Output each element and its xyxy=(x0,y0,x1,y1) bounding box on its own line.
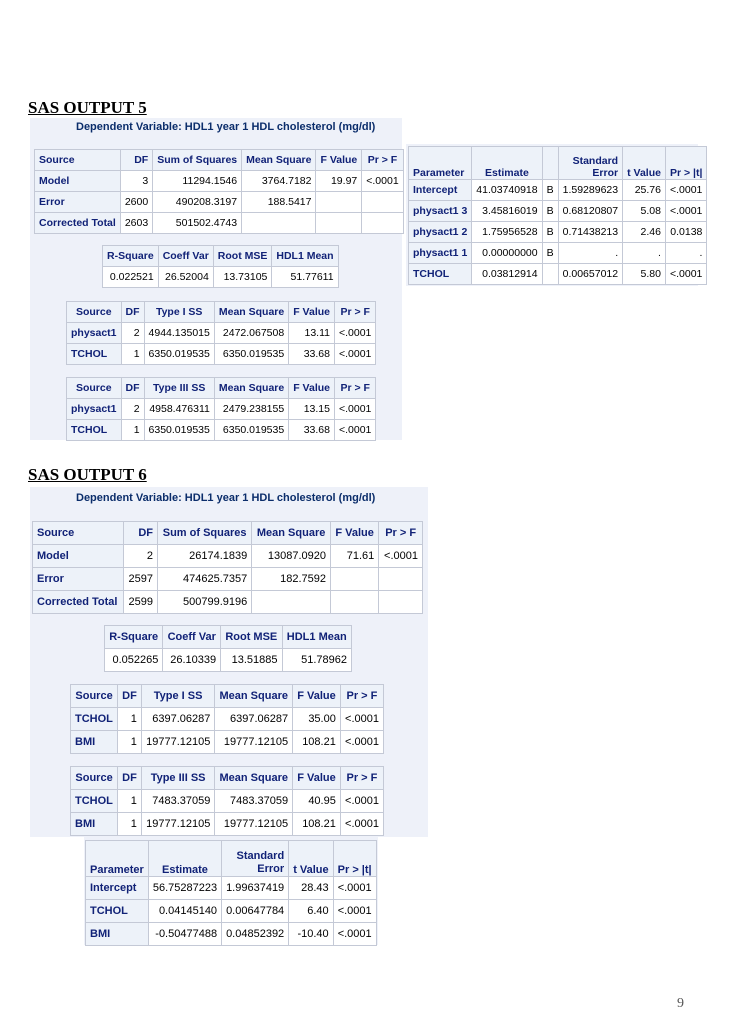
table-cell: 5.08 xyxy=(623,201,666,222)
table-row xyxy=(86,923,377,946)
table-cell: 1 xyxy=(121,420,144,441)
header-cell: Type III SS xyxy=(141,767,215,790)
header-cell: t Value xyxy=(289,841,333,877)
table-cell: 0.052265 xyxy=(105,649,163,672)
table-cell: 3764.7182 xyxy=(242,171,316,192)
table-cell xyxy=(330,568,378,591)
table-row xyxy=(409,222,707,243)
table-row xyxy=(33,568,423,591)
header-cell: Source xyxy=(71,767,118,790)
table-cell: . xyxy=(665,243,706,264)
table-row xyxy=(409,264,707,285)
header-cell: Source xyxy=(71,685,118,708)
row-label: TCHOL xyxy=(71,790,118,813)
header-cell: Mean Square xyxy=(214,378,288,399)
table-cell: 28.43 xyxy=(289,877,333,900)
row-label: physact1 xyxy=(67,323,122,344)
table-cell: 2 xyxy=(121,399,144,420)
table-cell: <.0001 xyxy=(340,731,383,754)
table-cell: 4944.135015 xyxy=(144,323,214,344)
table-cell: 13.11 xyxy=(289,323,335,344)
table-cell: 1 xyxy=(118,813,142,836)
table-row xyxy=(71,790,384,813)
table-row xyxy=(33,591,423,614)
table-cell xyxy=(316,192,362,213)
table-header-row xyxy=(409,147,707,180)
table-cell: 500799.9196 xyxy=(157,591,251,614)
output6-type1-table xyxy=(70,684,384,754)
table-header-row xyxy=(71,685,384,708)
header-cell: Sum of Squares xyxy=(153,150,242,171)
header-cell: Coeff Var xyxy=(163,626,221,649)
row-label: TCHOL xyxy=(86,900,149,923)
row-label: Intercept xyxy=(86,877,149,900)
table-cell: 2 xyxy=(123,545,157,568)
table-cell: 0.68120807 xyxy=(558,201,622,222)
table-cell: <.0001 xyxy=(340,790,383,813)
table-cell: 35.00 xyxy=(293,708,341,731)
output5-heading: SAS OUTPUT 5 xyxy=(28,98,147,117)
table-cell: <.0001 xyxy=(362,171,403,192)
table-cell xyxy=(379,591,423,614)
header-cell: Mean Square xyxy=(242,150,316,171)
table-cell: . xyxy=(558,243,622,264)
table-cell: 56.75287223 xyxy=(148,877,221,900)
table-cell: <.0001 xyxy=(665,180,706,201)
header-cell: HDL1 Mean xyxy=(272,246,338,267)
table-cell: 19777.12105 xyxy=(141,813,215,836)
header-cell: R-Square xyxy=(103,246,159,267)
table-cell: 2 xyxy=(121,323,144,344)
table-cell: 7483.37059 xyxy=(141,790,215,813)
table-cell xyxy=(242,213,316,234)
table-row xyxy=(105,649,352,672)
output5-params-table xyxy=(408,146,707,285)
table-cell xyxy=(330,591,378,614)
header-cell: Root MSE xyxy=(221,626,282,649)
table-cell: 1.99637419 xyxy=(222,877,289,900)
header-cell: Coeff Var xyxy=(158,246,213,267)
output5-anova-table xyxy=(34,149,404,234)
table-cell: 3 xyxy=(120,171,152,192)
header-cell: Parameter xyxy=(86,841,149,877)
table-cell: 0.04145140 xyxy=(148,900,221,923)
header-cell: Pr > |t| xyxy=(665,147,706,180)
header-cell: Mean Square xyxy=(215,767,293,790)
row-label: TCHOL xyxy=(71,708,118,731)
table-cell: 6350.019535 xyxy=(214,420,288,441)
header-cell: Estimate xyxy=(148,841,221,877)
header-cell: Mean Square xyxy=(215,685,293,708)
table-cell: <.0001 xyxy=(333,900,376,923)
table-cell: 1.59289623 xyxy=(558,180,622,201)
table-header-row xyxy=(86,841,377,877)
table-cell: 4958.476311 xyxy=(144,399,214,420)
table-cell: <.0001 xyxy=(340,708,383,731)
table-cell: 19777.12105 xyxy=(141,731,215,754)
table-row xyxy=(409,243,707,264)
table-header-row xyxy=(103,246,339,267)
table-cell: <.0001 xyxy=(340,813,383,836)
table-cell: 182.7592 xyxy=(252,568,331,591)
table-row xyxy=(71,708,384,731)
table-cell: <.0001 xyxy=(665,201,706,222)
table-cell xyxy=(379,568,423,591)
output6-anova-table xyxy=(32,521,423,614)
table-row xyxy=(86,900,377,923)
table-cell: <.0001 xyxy=(333,877,376,900)
row-label: Model xyxy=(33,545,124,568)
header-cell: t Value xyxy=(623,147,666,180)
output5-type3-table xyxy=(66,377,376,441)
header-cell: Pr > F xyxy=(379,522,423,545)
table-cell: 2479.238155 xyxy=(214,399,288,420)
table-cell: . xyxy=(623,243,666,264)
page-number: 9 xyxy=(677,996,684,1011)
header-cell: Pr > F xyxy=(362,150,403,171)
header-cell: Source xyxy=(33,522,124,545)
table-cell xyxy=(362,192,403,213)
table-row xyxy=(71,813,384,836)
table-cell: <.0001 xyxy=(334,420,375,441)
row-label: Corrected Total xyxy=(35,213,121,234)
header-cell: Source xyxy=(67,378,122,399)
table-cell: <.0001 xyxy=(333,923,376,946)
table-cell: B xyxy=(542,222,558,243)
table-row xyxy=(103,267,339,288)
table-row xyxy=(67,323,376,344)
table-cell xyxy=(542,264,558,285)
table-row xyxy=(35,192,404,213)
table-cell: 19777.12105 xyxy=(215,813,293,836)
header-cell: Source xyxy=(67,302,122,323)
row-label: physact1 2 xyxy=(409,222,472,243)
table-cell: 188.5417 xyxy=(242,192,316,213)
table-cell: 0.0138 xyxy=(665,222,706,243)
table-cell xyxy=(362,213,403,234)
header-cell: Pr > F xyxy=(334,378,375,399)
table-cell: 2597 xyxy=(123,568,157,591)
table-cell: 490208.3197 xyxy=(153,192,242,213)
table-cell: 1 xyxy=(121,344,144,365)
table-cell: 26174.1839 xyxy=(157,545,251,568)
table-cell: 6397.06287 xyxy=(141,708,215,731)
table-cell: 26.52004 xyxy=(158,267,213,288)
header-cell: DF xyxy=(121,302,144,323)
header-cell: Standard Error xyxy=(222,841,289,877)
header-cell: F Value xyxy=(330,522,378,545)
header-cell: DF xyxy=(120,150,152,171)
table-cell: 0.03812914 xyxy=(472,264,542,285)
table-cell: 11294.1546 xyxy=(153,171,242,192)
table-cell: 0.00647784 xyxy=(222,900,289,923)
row-label: physact1 xyxy=(67,399,122,420)
table-cell: 6350.019535 xyxy=(144,420,214,441)
table-row xyxy=(35,213,404,234)
table-cell: 2.46 xyxy=(623,222,666,243)
table-cell xyxy=(252,591,331,614)
output6-fit-table xyxy=(104,625,352,672)
output5-fit-table xyxy=(102,245,339,288)
row-label: TCHOL xyxy=(409,264,472,285)
output5-dependent-variable: Dependent Variable: HDL1 year 1 HDL cholesterol (mg/dl) xyxy=(76,121,376,133)
table-header-row xyxy=(35,150,404,171)
table-cell: 2472.067508 xyxy=(214,323,288,344)
header-cell: F Value xyxy=(293,685,341,708)
row-label: BMI xyxy=(71,813,118,836)
header-cell: F Value xyxy=(289,302,335,323)
table-cell: 108.21 xyxy=(293,731,341,754)
table-cell: 2600 xyxy=(120,192,152,213)
table-row xyxy=(35,171,404,192)
header-cell: Pr > F xyxy=(340,767,383,790)
row-label: Intercept xyxy=(409,180,472,201)
table-header-row xyxy=(105,626,352,649)
table-row xyxy=(86,877,377,900)
table-cell: B xyxy=(542,201,558,222)
table-row xyxy=(71,731,384,754)
header-cell: Parameter xyxy=(409,147,472,180)
header-cell: Source xyxy=(35,150,121,171)
table-cell: 51.77611 xyxy=(272,267,338,288)
row-label: Corrected Total xyxy=(33,591,124,614)
table-cell: 6397.06287 xyxy=(215,708,293,731)
header-cell: Pr > F xyxy=(334,302,375,323)
row-label: physact1 3 xyxy=(409,201,472,222)
table-cell: 474625.7357 xyxy=(157,568,251,591)
header-cell: Estimate xyxy=(472,147,542,180)
table-cell: 1 xyxy=(118,731,142,754)
output6-params-table xyxy=(85,840,377,946)
header-cell: Sum of Squares xyxy=(157,522,251,545)
table-cell: 0.04852392 xyxy=(222,923,289,946)
output5-type1-table xyxy=(66,301,376,365)
table-cell: 26.10339 xyxy=(163,649,221,672)
table-cell: <.0001 xyxy=(334,399,375,420)
table-cell: 501502.4743 xyxy=(153,213,242,234)
table-cell: 5.80 xyxy=(623,264,666,285)
table-cell: 3.45816019 xyxy=(472,201,542,222)
table-cell: 0.71438213 xyxy=(558,222,622,243)
header-cell xyxy=(542,147,558,180)
header-cell: DF xyxy=(118,685,142,708)
table-cell: 1.75956528 xyxy=(472,222,542,243)
table-cell: -10.40 xyxy=(289,923,333,946)
header-cell: F Value xyxy=(293,767,341,790)
output6-dependent-variable: Dependent Variable: HDL1 year 1 HDL cholesterol (mg/dl) xyxy=(76,492,376,504)
table-cell: 19777.12105 xyxy=(215,731,293,754)
table-cell: 6350.019535 xyxy=(214,344,288,365)
table-cell: 71.61 xyxy=(330,545,378,568)
header-cell: DF xyxy=(121,378,144,399)
header-cell: Type I SS xyxy=(141,685,215,708)
table-row xyxy=(409,180,707,201)
header-cell: DF xyxy=(123,522,157,545)
table-cell: 7483.37059 xyxy=(215,790,293,813)
table-cell: 13.51885 xyxy=(221,649,282,672)
table-header-row xyxy=(67,302,376,323)
header-cell: Standard Error xyxy=(558,147,622,180)
table-cell: 0.022521 xyxy=(103,267,159,288)
header-cell: DF xyxy=(118,767,142,790)
output6-heading: SAS OUTPUT 6 xyxy=(28,465,147,484)
table-cell: <.0001 xyxy=(665,264,706,285)
header-cell: Pr > F xyxy=(340,685,383,708)
row-label: BMI xyxy=(71,731,118,754)
header-cell: Mean Square xyxy=(214,302,288,323)
table-cell xyxy=(316,213,362,234)
table-cell: 6.40 xyxy=(289,900,333,923)
table-cell: 108.21 xyxy=(293,813,341,836)
row-label: Model xyxy=(35,171,121,192)
header-cell: R-Square xyxy=(105,626,163,649)
table-header-row xyxy=(71,767,384,790)
table-cell: <.0001 xyxy=(379,545,423,568)
table-cell: 0.00657012 xyxy=(558,264,622,285)
table-cell: 33.68 xyxy=(289,344,335,365)
header-cell: Mean Square xyxy=(252,522,331,545)
row-label: physact1 1 xyxy=(409,243,472,264)
header-cell: HDL1 Mean xyxy=(282,626,351,649)
table-cell: 51.78962 xyxy=(282,649,351,672)
table-cell: 13.15 xyxy=(289,399,335,420)
table-row xyxy=(33,545,423,568)
table-cell: 2603 xyxy=(120,213,152,234)
table-cell: 33.68 xyxy=(289,420,335,441)
table-row xyxy=(409,201,707,222)
output6-type3-table xyxy=(70,766,384,836)
table-cell: 1 xyxy=(118,708,142,731)
table-cell: 25.76 xyxy=(623,180,666,201)
table-cell: B xyxy=(542,180,558,201)
table-cell: 13.73105 xyxy=(213,267,272,288)
table-cell: <.0001 xyxy=(334,323,375,344)
table-cell: 40.95 xyxy=(293,790,341,813)
table-header-row xyxy=(67,378,376,399)
header-cell: Type I SS xyxy=(144,302,214,323)
table-cell: 6350.019535 xyxy=(144,344,214,365)
header-cell: Root MSE xyxy=(213,246,272,267)
table-row xyxy=(67,420,376,441)
table-row xyxy=(67,344,376,365)
header-cell: Type III SS xyxy=(144,378,214,399)
table-cell: 1 xyxy=(118,790,142,813)
row-label: BMI xyxy=(86,923,149,946)
table-row xyxy=(67,399,376,420)
table-cell: 2599 xyxy=(123,591,157,614)
header-cell: F Value xyxy=(316,150,362,171)
header-cell: Pr > |t| xyxy=(333,841,376,877)
row-label: TCHOL xyxy=(67,420,122,441)
table-cell: -0.50477488 xyxy=(148,923,221,946)
row-label: Error xyxy=(35,192,121,213)
row-label: Error xyxy=(33,568,124,591)
table-cell: 41.03740918 xyxy=(472,180,542,201)
table-cell: 0.00000000 xyxy=(472,243,542,264)
row-label: TCHOL xyxy=(67,344,122,365)
table-cell: <.0001 xyxy=(334,344,375,365)
table-cell: B xyxy=(542,243,558,264)
header-cell: F Value xyxy=(289,378,335,399)
table-cell: 13087.0920 xyxy=(252,545,331,568)
table-header-row xyxy=(33,522,423,545)
table-cell: 19.97 xyxy=(316,171,362,192)
